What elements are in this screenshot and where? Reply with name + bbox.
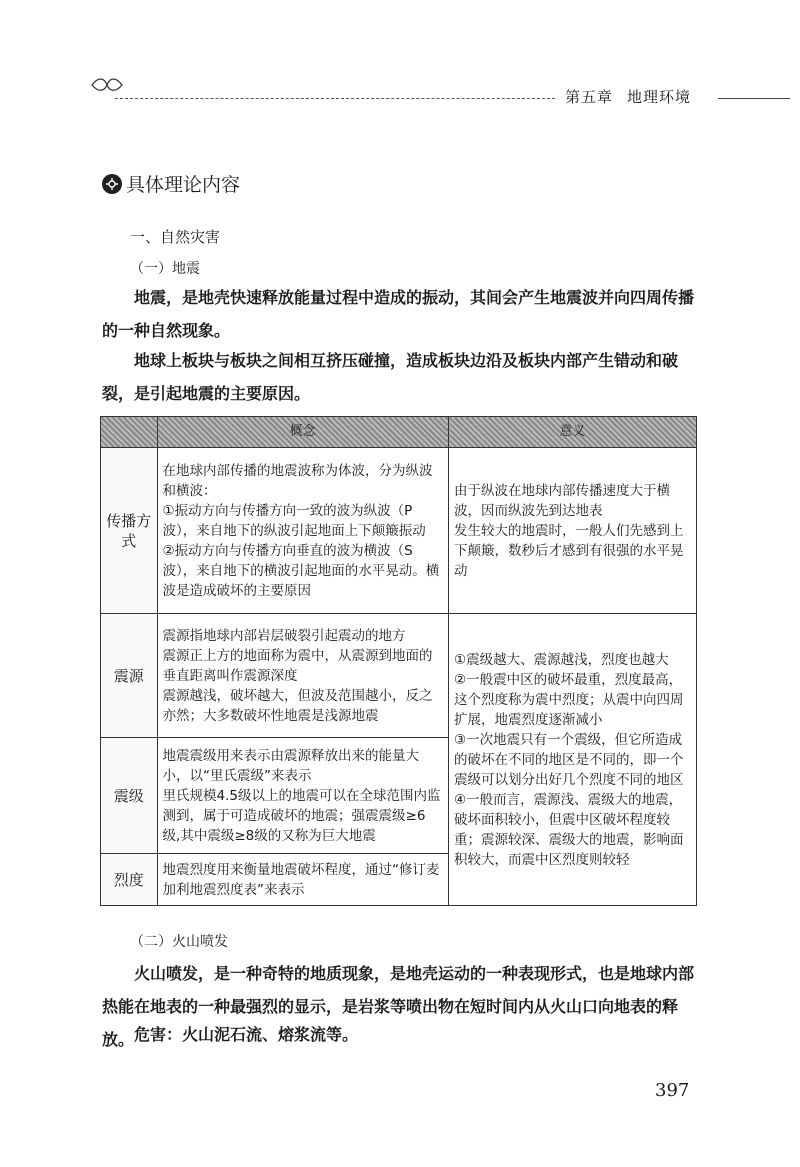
heading-earthquake: （一）地震 (130, 261, 200, 277)
concept-cell (157, 738, 448, 854)
chapter-number: 第五章 (565, 88, 614, 106)
section-title (102, 170, 240, 197)
row-label-intensity: 烈度 (101, 854, 158, 906)
table-header-meaning: 意义 (449, 417, 697, 448)
chapter-header (565, 86, 691, 107)
row-label-magnitude: 震级 (101, 738, 158, 854)
heading-volcano: （二）火山喷发 (130, 934, 228, 950)
paragraph-volcano-hazards: 危害：火山泥石流、熔浆流等。 (134, 1025, 359, 1044)
concept-cell (157, 854, 448, 906)
table-header-concept: 概念 (157, 417, 448, 448)
header-divider-right (718, 98, 790, 99)
leaf-logo-icon (90, 76, 124, 94)
concept-line: 地震烈度用来衡量地震破坏程度，通过“修订麦加利地震烈度表”来表示 (162, 861, 440, 898)
meaning-line: 由于纵波在地球内部传播速度大于横波，因而纵波先到达地表 (454, 482, 670, 519)
meaning-line: 发生较大的地震时，一般人们先感到上下颠簸，数秒后才感到有很强的水平晃动 (454, 522, 684, 579)
concept-line: 震源越浅，破坏越大，但波及范围越小，反之亦然；大多数破坏性地震是浅源地震 (162, 687, 433, 724)
meaning-cell (449, 448, 697, 614)
paragraph-volcano-definition: 火山喷发，是一种奇特的地质现象，是地壳运动的一种表现形式，也是地球内部热能在地表的一种最强烈的显示，是岩浆等喷出物在短时间内从火山口向地表的释放。 (102, 964, 695, 1049)
row-label-propagation: 传播方式 (101, 448, 158, 614)
meaning-line: ④一般而言，震源浅、震级大的地震，破坏面积较小，但震中区破坏程度较重；震源较深、震级大的地震，影响面积较大，而震中区烈度则较轻 (454, 791, 684, 868)
concept-line: 震源正上方的地面称为震中，从震源到地面的垂直距离叫作震源深度 (162, 647, 433, 684)
header-divider-left (115, 98, 555, 99)
meaning-line: ③一次地震只有一个震级，但它所造成的破坏在不同的地区是不同的，即一个震级可以划分出好几个烈度不同的地区 (454, 731, 684, 788)
paragraph-earthquake-cause: 地球上板块与板块之间相互挤压碰撞，造成板块边沿及板块内部产生错动和破裂，是引起地震的主要原因。 (102, 351, 679, 403)
meaning-line: ①震级越大、震源越浅，烈度也越大 (454, 651, 669, 668)
table-row (101, 614, 697, 738)
flower-badge-icon (102, 174, 122, 194)
section-title-text: 具体理论内容 (126, 174, 241, 196)
concept-line: ①振动方向与传播方向一致的波为纵波（P波），来自地下的纵波引起地面上下颠簸振动 (162, 502, 426, 539)
shared-meaning-cell (449, 614, 697, 906)
earthquake-table (100, 416, 697, 906)
meaning-line: ②一般震中区的破坏最重，烈度最高，这个烈度称为震中烈度；从震中向四周扩展，地震烈度逐渐减小 (454, 671, 684, 728)
chapter-topic: 地理环境 (627, 88, 692, 106)
concept-line: ②振动方向与传播方向垂直的波为横波（S波），来自地下的横波引起地面的水平晃动。横波是造成破坏的主要原因 (162, 542, 440, 599)
heading-natural-disasters: 一、自然灾害 (130, 228, 221, 246)
paragraph-earthquake-definition: 地震，是地壳快速释放能量过程中造成的振动，其间会产生地震波并向四周传播的一种自然现象。 (102, 288, 695, 340)
concept-line: 里氏规模4.5级以上的地震可以在全球范围内监测到，属于可造成破坏的地震；强震震级≥6级,其中震级≥8级的又称为巨大地震 (162, 787, 441, 844)
table-header-row (101, 417, 697, 448)
row-label-focus: 震源 (101, 614, 158, 738)
concept-line: 在地球内部传播的地震波称为体波，分为纵波和横波： (162, 462, 433, 499)
concept-line: 震源指地球内部岩层破裂引起震动的地方 (162, 627, 406, 644)
page-number: 397 (655, 1080, 690, 1101)
concept-cell (157, 614, 448, 738)
concept-line: 地震震级用来表示由震源释放出来的能量大小，以“里氏震级”来表示 (162, 747, 420, 784)
concept-cell (157, 448, 448, 614)
table-header-blank (101, 417, 158, 448)
table-row (101, 448, 697, 614)
